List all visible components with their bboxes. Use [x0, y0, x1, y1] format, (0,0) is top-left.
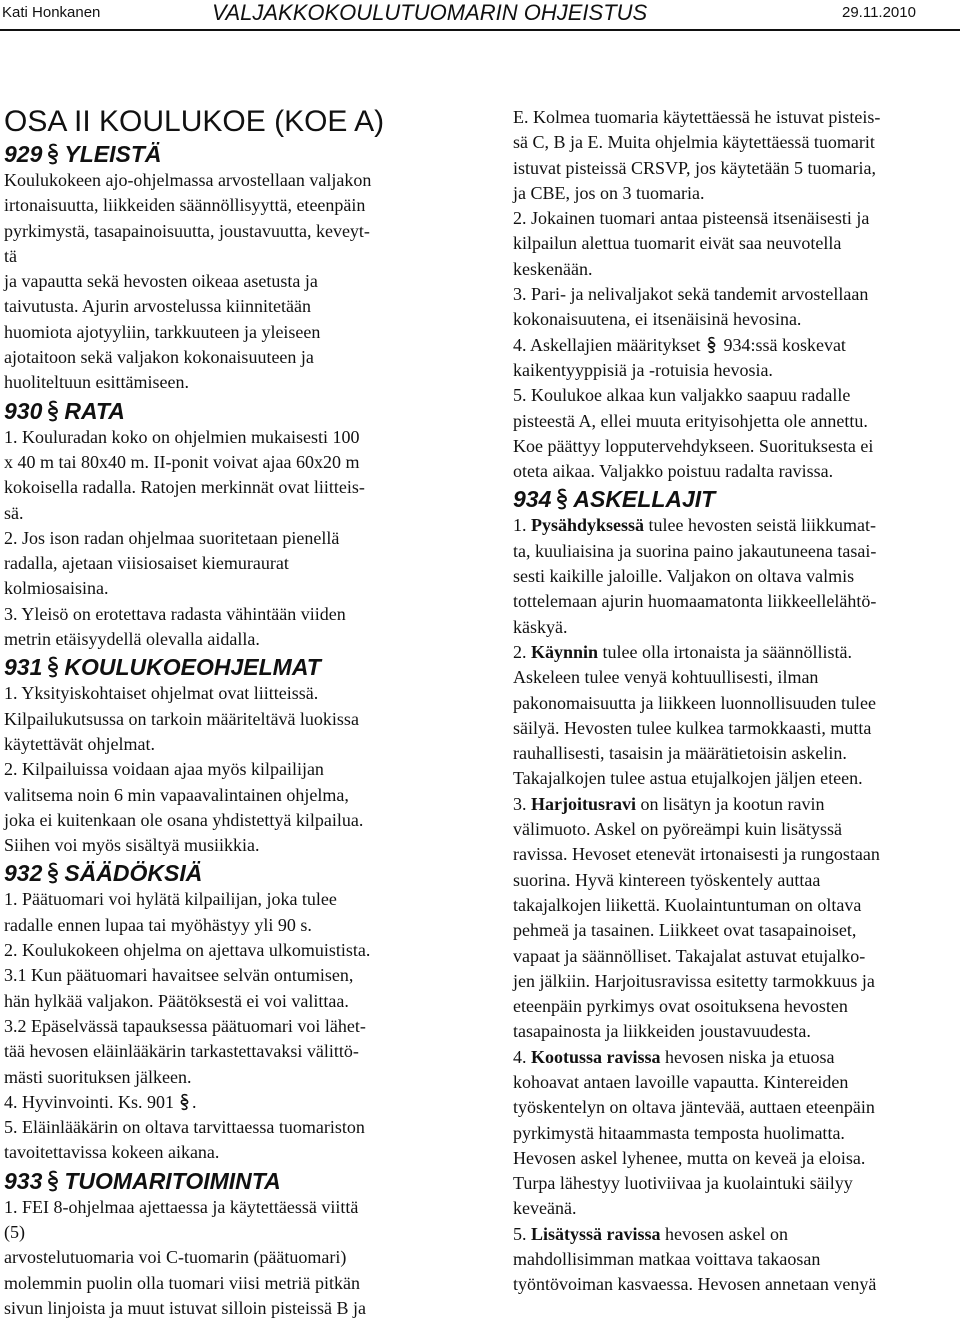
gait-term: Harjoitusravi [531, 793, 636, 814]
text-span: tulee olla irtonaista ja säännöllistä. [602, 641, 852, 662]
text-line: 2. Kilpailuissa voidaan ajaa myös kilpailijan [4, 759, 324, 780]
text-span: . [192, 1091, 197, 1112]
left-column [4, 105, 449, 1321]
text-line: rauhallisesti, tasaisin ja määrätietoisin askelin. [513, 743, 847, 764]
paragraph-932b [4, 1115, 449, 1166]
text-line: keveänä. [513, 1198, 577, 1219]
page-header [0, 0, 960, 30]
paragraph-929 [4, 168, 449, 396]
text-line: istuvat pisteissä CRSVP, jos käytetään 5 tuomaria, [513, 157, 876, 178]
text-line: Kilpailukutsussa on tarkoin määriteltävä luokissa [4, 708, 359, 729]
item-number: 1. [513, 515, 527, 536]
gait-item-2 [513, 640, 958, 665]
text-line: 2. Jokainen tuomari antaa pisteensä itsenäisesti ja [513, 208, 870, 229]
text-line: työskentelyn on oltava jäntevää, auttaen eteenpäin [513, 1097, 875, 1118]
section-sign-icon [179, 1093, 190, 1111]
text-line: 3. Yleisö on erotettava radasta vähintään viiden [4, 603, 346, 624]
text-line: kaikentyyppisiä ja -rotuisia hevosia. [513, 359, 773, 380]
text-line: 1. Päätuomari voi hylätä kilpailijan, joka tulee [4, 889, 337, 910]
text-line: irtonaisuutta, liikkeiden säännöllisyyttä, eteenpäin [4, 195, 366, 216]
text-line: pyrkimystä hitaammasta temposta huolimatta. [513, 1122, 845, 1143]
text-line: 1. FEI 8-ohjelmaa ajettaessa ja käytettäessä viittä [4, 1196, 359, 1217]
section-number: 934 [513, 486, 552, 513]
gait-term: Kootussa ravissa [531, 1046, 661, 1067]
text-line: kokoisella radalla. Ratojen merkinnät ovat liitteis- [4, 477, 365, 498]
section-sign-icon [46, 862, 60, 884]
header-rule [0, 29, 960, 31]
section-heading-932 [4, 860, 449, 887]
text-line: ajotaitoon sekä valjakon kokonaisuuteen ja [4, 347, 314, 368]
gait-item-4 [513, 1045, 958, 1070]
text-line: Siihen voi myös sisältyä musiikkia. [4, 835, 260, 856]
section-number: 930 [4, 397, 43, 424]
text-line: E. Kolmea tuomaria käytettäessä he istuvat pisteis- [513, 107, 881, 127]
section-number: 929 [4, 141, 43, 167]
gait-item-3-text [513, 817, 958, 1045]
section-title: SÄÄDÖKSIÄ [64, 860, 203, 887]
section-heading-933 [4, 1168, 449, 1195]
section-number: 933 [4, 1167, 43, 1194]
text-line: vapaat ja säännölliset. Takajalat astuvat etujalko- [513, 945, 866, 966]
header-author: Kati Honkanen [2, 4, 101, 21]
text-line: 3.2 Epäselvässä tapauksessa päätuomari voi lähet- [4, 1015, 366, 1036]
text-line: sivun linjoista ja muut istuvat silloin pisteissä B ja [4, 1297, 366, 1318]
text-line: takajalkojen liikettä. Kuolaintuntuman on oltava [513, 894, 862, 915]
item-number: 2. [513, 641, 527, 662]
section-heading-930 [4, 398, 449, 425]
text-line: 5. Eläinlääkärin on oltava tarvittaessa tuomariston [4, 1117, 365, 1138]
text-line: 1. Kouluradan koko on ohjelmien mukaisesti 100 [4, 426, 360, 447]
right-column [513, 105, 958, 1298]
header-title: VALJAKKOKOULUTUOMARIN OHJEISTUS [212, 0, 648, 25]
text-line: Koulukokeen ajo-ohjelmassa arvostellaan valjakon [4, 170, 372, 190]
text-line: (5) [4, 1221, 25, 1242]
section-heading-934 [513, 486, 958, 513]
gait-item-3 [513, 792, 958, 817]
gait-item-1-text [513, 539, 958, 640]
text-line: kohoavat antaen lavoille vapautta. Kintereiden [513, 1071, 849, 1092]
text-line: Askeleen tulee venyä kohtuullisesti, ilman [513, 667, 819, 688]
text-line: huoliteltuun esittämiseen. [4, 372, 189, 393]
section-heading-929 [4, 141, 449, 168]
text-line: Takajalkojen tulee astua etujalkojen jäljen eteen. [513, 768, 863, 789]
text-line: huomiota ajotyyliin, tarkkuuteen ja yleiseen [4, 321, 321, 342]
section-sign-icon [46, 143, 60, 165]
text-line: tavoitettavissa kokeen aikana. [4, 1142, 220, 1163]
text-line: joka ei kuitenkaan ole osana yhdistettyä kilpailua. [4, 809, 364, 830]
paragraph-932 [4, 887, 449, 1089]
text-line: pisteestä A, ellei muuta erityisohjetta ole annettu. [513, 410, 868, 431]
text-line: työntövoiman kasvaessa. Hevosen annetaan venyä [513, 1274, 877, 1295]
text-span: 934:ssä koskevat [723, 334, 846, 355]
section-title: YLEISTÄ [64, 141, 162, 167]
text-line: pyrkimystä, tasapainoisuutta, joustavuutta, keveyt- [4, 220, 370, 241]
section-title: ASKELLAJIT [573, 486, 716, 513]
gait-item-1 [513, 513, 958, 538]
text-line: säilyä. Hevosten tulee kulkea tarmokkaasti, mutta [513, 717, 872, 738]
gait-term: Käynnin [531, 641, 599, 662]
text-line: pakonomaisuutta ja liikkeen luonnollisuuden tulee [513, 692, 876, 713]
text-line: hän hylkää valjakon. Päätöksestä ei voi valittaa. [4, 990, 349, 1011]
section-sign-icon [706, 336, 717, 354]
section-number: 932 [4, 860, 43, 887]
text-line: tasapainosta ja liikkeiden joustavuudesta. [513, 1021, 811, 1042]
text-line: sä. [4, 502, 24, 523]
text-span: 4. Askellajien määritykset [513, 334, 701, 355]
gait-item-5 [513, 1222, 958, 1247]
text-line: tä [4, 245, 17, 266]
section-sign-icon [46, 1170, 60, 1192]
text-line: kilpailun alettua tuomarit eivät saa neuvotella [513, 233, 842, 254]
text-line: molemmin puolin olla tuomari viisi metriä pitkän [4, 1272, 360, 1293]
text-span: hevosen niska ja etuosa [665, 1046, 835, 1067]
part-title: OSA II KOULUKOE (KOE A) [4, 105, 385, 138]
text-line: x 40 m tai 80x40 m. II-ponit voivat ajaa 60x20 m [4, 451, 360, 472]
text-span: on lisätyn ja kootun ravin [640, 793, 825, 814]
item-number: 4. [513, 1046, 527, 1067]
item-number: 5. [513, 1223, 527, 1244]
gait-item-2-text [513, 665, 958, 791]
header-date: 29.11.2010 [842, 4, 916, 21]
section-heading-931 [4, 654, 449, 681]
section-sign-icon [46, 400, 60, 422]
text-line: radalla, ajetaan viisiosaiset kiemuraurat [4, 553, 289, 574]
text-line: mahdollisimman matkaa voittava takaosan [513, 1249, 821, 1270]
text-line: 1. Yksityiskohtaiset ohjelmat ovat liitteissä. [4, 683, 319, 704]
text-line: 3.1 Kun päätuomari havaitsee selvän ontumisen, [4, 965, 354, 986]
gait-term: Lisätyssä ravissa [531, 1223, 661, 1244]
text-line: mästi suorituksen jälkeen. [4, 1066, 192, 1087]
text-line: metrin etäisyydellä olevalla aidalla. [4, 629, 260, 650]
section-number: 931 [4, 654, 43, 681]
text-line: suorina. Hyvä kintereen työskentely auttaa [513, 869, 821, 890]
text-line: Hevosen askel lyhenee, mutta on keveä ja eloisa. [513, 1147, 866, 1168]
section-sign-icon [555, 488, 569, 510]
text-line: valitsema noin 6 min vapaavalintainen ohjelma, [4, 784, 349, 805]
text-span: 4. Hyvinvointi. Ks. 901 [4, 1091, 175, 1112]
text-line: radalle ennen lupaa tai myöhästyy yli 90 s. [4, 914, 312, 935]
gait-item-5-text [513, 1247, 958, 1298]
paragraph-933-cont-b [513, 358, 958, 484]
text-line: sä C, B ja E. Muita ohjelmia käytettäessä tuomarit [513, 132, 875, 153]
text-line: kokonaisuutena, ei itsenäisinä hevosina. [513, 309, 802, 330]
text-line: 3. Pari- ja nelivaljakot sekä tandemit arvostellaan [513, 284, 869, 305]
paragraph-933-cont [513, 105, 958, 333]
text-line: ravissa. Hevoset etenevät irtonaisesti ja rungostaan [513, 844, 880, 865]
text-line: käytettävät ohjelmat. [4, 733, 155, 754]
text-line: tottelemaan ajurin huomaamatonta liikkeellelähtö- [513, 591, 877, 612]
text-line: tää hevosen eläinlääkärin tarkastettavaksi välittö- [4, 1041, 359, 1062]
text-line: välimuoto. Askel on pyöreämpi kuin lisätyssä [513, 819, 842, 840]
text-line: keskenään. [513, 258, 593, 279]
text-line [513, 333, 958, 358]
text-line: 5. Koulukoe alkaa kun valjakko saapuu radalle [513, 385, 851, 406]
text-line: taivutusta. Ajurin arvostelussa kiinnitetään [4, 296, 311, 317]
text-span: hevosen askel on [665, 1223, 788, 1244]
section-sign-icon [46, 656, 60, 678]
paragraph-933 [4, 1195, 449, 1321]
section-title: TUOMARITOIMINTA [64, 1167, 281, 1194]
text-line: ta, kuuliaisina ja suorina paino jakautuneena tasai- [513, 540, 877, 561]
text-line: pehmeä ja tasainen. Liikkeet ovat tasapainoiset, [513, 920, 857, 941]
text-line: Koe päättyy lopputervehdykseen. Suorituksesta ei [513, 435, 874, 456]
section-title: KOULUKOEOHJELMAT [64, 654, 321, 681]
text-span: tulee hevosten seistä liikkumat- [648, 515, 876, 536]
text-line: 2. Jos ison radan ohjelmaa suoritetaan pienellä [4, 527, 340, 548]
text-line: ja vapautta sekä hevosten oikeaa asetusta ja [4, 271, 318, 292]
text-line: käskyä. [513, 616, 568, 637]
text-line: arvostelutuomaria voi C-tuomarin (päätuomari) [4, 1247, 347, 1268]
section-title: RATA [64, 397, 125, 424]
text-line [4, 1090, 449, 1115]
paragraph-931 [4, 681, 449, 858]
text-line: oteta aikaa. Valjakko poistuu radalta ravissa. [513, 461, 834, 482]
text-line: kolmiosaisina. [4, 578, 109, 599]
gait-term: Pysähdyksessä [531, 515, 645, 536]
gait-item-4-text [513, 1070, 958, 1222]
paragraph-930 [4, 425, 449, 653]
text-line: jen jälkiin. Harjoitusravissa esitetty tarmokkuus ja [513, 970, 875, 991]
text-line: 2. Koulukokeen ohjelma on ajettava ulkomuistista. [4, 940, 371, 961]
text-line: ja CBE, jos on 3 tuomaria. [513, 182, 705, 203]
text-line: eteenpäin pyrkimys ovat osoituksena hevosten [513, 996, 848, 1017]
text-line: sesti kaikille jaloille. Valjakon on oltava valmis [513, 566, 855, 587]
item-number: 3. [513, 793, 527, 814]
text-line: Turpa lähestyy luotiviivaa ja kuolaintuki säilyy [513, 1173, 853, 1194]
